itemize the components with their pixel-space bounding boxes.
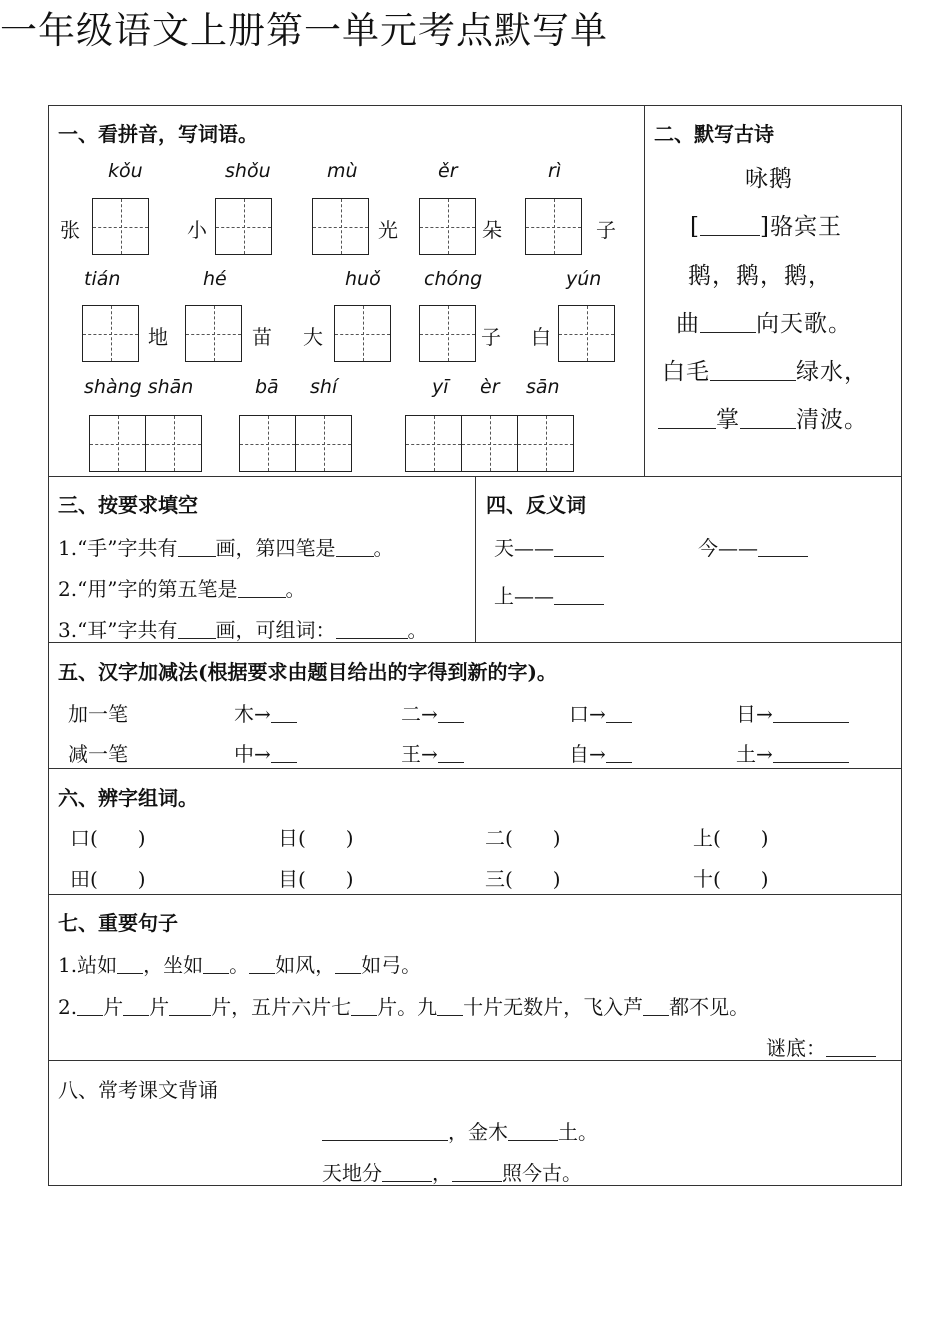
writing-grid-cell[interactable] <box>82 305 139 362</box>
pinyin: kǒu <box>108 160 143 182</box>
sentence-line <box>58 991 749 1020</box>
recite-text: ，金木 <box>448 1120 508 1144</box>
poem-text: 掌 <box>716 407 740 433</box>
poem-author-line <box>690 208 842 241</box>
answer-blank[interactable] <box>438 744 464 763</box>
transform-text: 土→ <box>736 742 773 766</box>
char-transform <box>736 698 849 727</box>
answer-blank[interactable] <box>77 997 103 1016</box>
sentence-text: 1.站如 <box>58 953 118 977</box>
answer-blank[interactable] <box>117 955 143 974</box>
answer-blank[interactable] <box>826 1038 876 1057</box>
poem-text: 白毛 <box>662 359 710 385</box>
word-pair-item <box>70 822 146 851</box>
antonym-word: 天—— <box>494 536 554 560</box>
section-1-heading: 一、看拼音，写词语。 <box>58 122 258 146</box>
answer-blank[interactable] <box>382 1163 432 1182</box>
pair-char: 二 <box>485 826 505 850</box>
recite-text: 照今古。 <box>502 1161 582 1185</box>
answer-blank[interactable] <box>773 704 849 723</box>
pair-char: 十 <box>693 867 713 891</box>
word-pair-item <box>70 863 146 892</box>
poem-text: 绿水， <box>796 359 868 385</box>
sub-stroke-label: 减一笔 <box>68 742 128 766</box>
answer-blank[interactable] <box>238 579 286 598</box>
transform-text: 王→ <box>401 742 438 766</box>
fill-question <box>58 532 394 561</box>
answer-blank[interactable] <box>773 744 849 763</box>
pinyin: rì <box>548 160 562 182</box>
answer-blank[interactable] <box>249 955 275 974</box>
char-label: 子 <box>481 325 501 349</box>
word-pair-item <box>693 822 769 851</box>
writing-grid-cell[interactable] <box>334 305 391 362</box>
poem-blank[interactable] <box>740 410 796 429</box>
pinyin: ěr <box>438 160 458 182</box>
char-label: 大 <box>303 325 323 349</box>
answer-paren[interactable]: ( ) <box>298 867 354 891</box>
pinyin: shí <box>310 376 338 398</box>
poem-line: 鹅，鹅，鹅， <box>688 263 832 289</box>
sentence-text: ，坐如 <box>143 953 204 977</box>
poem-line <box>662 353 868 386</box>
writing-grid-cell[interactable] <box>525 198 582 255</box>
pinyin: huǒ <box>345 268 381 290</box>
recite-line <box>322 1116 598 1145</box>
sentence-line <box>58 949 421 978</box>
char-transform <box>736 738 849 767</box>
char-transform <box>401 698 464 727</box>
pinyin: shǒu <box>225 160 271 182</box>
sentence-text: 2. <box>58 995 78 1019</box>
answer-blank[interactable] <box>178 620 216 639</box>
pinyin: bā <box>255 376 279 398</box>
answer-blank[interactable] <box>169 997 211 1016</box>
question-text: 。 <box>373 536 394 560</box>
word-pair-item <box>693 863 769 892</box>
char-label: 光 <box>378 218 398 242</box>
question-text: 画，第四笔是 <box>215 536 336 560</box>
writing-grid-cell[interactable] <box>92 198 149 255</box>
pair-char: 日 <box>278 826 298 850</box>
answer-blank[interactable] <box>271 704 297 723</box>
char-transform <box>234 698 297 727</box>
writing-grid-cell[interactable] <box>517 415 574 472</box>
section-8-heading: 八、常考课文背诵 <box>58 1078 218 1102</box>
word-pair-item <box>278 822 354 851</box>
poem-blank[interactable] <box>700 314 756 333</box>
recite-text: 土。 <box>558 1120 598 1144</box>
answer-blank[interactable] <box>336 538 374 557</box>
pinyin: hé <box>203 268 227 290</box>
pinyin: èr <box>480 376 500 398</box>
bracket: [ <box>690 214 700 240</box>
poem-line <box>658 401 868 434</box>
answer-blank[interactable] <box>643 997 669 1016</box>
transform-text: 日→ <box>736 702 773 726</box>
answer-paren[interactable]: ( ) <box>505 867 561 891</box>
answer-paren[interactable]: ( ) <box>90 826 146 850</box>
char-label: 地 <box>148 325 168 349</box>
question-text: 。 <box>285 577 306 601</box>
question-text: 1.“手”字共有 <box>58 536 178 560</box>
answer-blank[interactable] <box>271 744 297 763</box>
answer-blank[interactable] <box>178 538 216 557</box>
pinyin: chóng <box>424 268 483 290</box>
fill-question <box>58 614 428 643</box>
author-blank[interactable] <box>700 217 760 236</box>
pair-char: 田 <box>70 867 90 891</box>
divider <box>475 476 476 643</box>
answer-paren[interactable]: ( ) <box>713 826 769 850</box>
section-5-heading: 五、汉字加减法(根据要求由题目给出的字得到新的字)。 <box>58 660 557 684</box>
char-transform <box>569 698 632 727</box>
answer-blank[interactable] <box>203 955 229 974</box>
char-transform <box>401 738 464 767</box>
section-7-heading: 七、重要句子 <box>58 911 178 935</box>
writing-grid-cell[interactable] <box>558 305 615 362</box>
divider <box>644 105 645 477</box>
antonym-word: 上—— <box>494 584 554 608</box>
answer-blank[interactable] <box>554 538 604 557</box>
poem-text: 清波。 <box>796 407 868 433</box>
antonym-item <box>494 532 604 561</box>
char-label: 苗 <box>252 325 272 349</box>
word-pair-item <box>278 863 354 892</box>
riddle-label: 谜底： <box>766 1036 826 1060</box>
sentence-text: 片。九 <box>377 995 438 1019</box>
sentence-text: 都不见。 <box>669 995 750 1019</box>
answer-blank[interactable] <box>554 586 604 605</box>
writing-grid-cell[interactable] <box>405 415 462 472</box>
char-label: 子 <box>596 218 616 242</box>
writing-grid-cell[interactable] <box>239 415 296 472</box>
section-3-heading: 三、按要求填空 <box>58 493 198 517</box>
question-text: 画，可组词： <box>215 618 336 642</box>
answer-blank[interactable] <box>438 704 464 723</box>
pair-char: 口 <box>70 826 90 850</box>
answer-paren[interactable]: ( ) <box>90 867 146 891</box>
answer-blank[interactable] <box>322 1122 448 1141</box>
sentence-text: 片 <box>103 995 124 1019</box>
pinyin: tián <box>84 268 121 290</box>
answer-blank[interactable] <box>452 1163 502 1182</box>
answer-paren[interactable]: ( ) <box>505 826 561 850</box>
answer-paren[interactable]: ( ) <box>298 826 354 850</box>
poem-title: 咏鹅 <box>745 166 793 192</box>
pinyin: sān <box>526 376 560 398</box>
transform-text: 二→ <box>401 702 438 726</box>
pinyin: yī <box>432 376 449 398</box>
recite-line <box>322 1157 582 1186</box>
transform-text: 自→ <box>569 742 606 766</box>
sentence-text: 。 <box>229 953 250 977</box>
pinyin: shàng shān <box>84 376 194 398</box>
poem-text: 向天歌。 <box>756 311 852 337</box>
char-label: 白 <box>531 325 551 349</box>
pair-char: 上 <box>693 826 713 850</box>
question-text: 3.“耳”字共有 <box>58 618 178 642</box>
char-transform <box>569 738 632 767</box>
writing-grid-cell[interactable] <box>419 305 476 362</box>
sentence-text: 如风， <box>275 953 336 977</box>
char-transform <box>234 738 297 767</box>
page-title: 一年级语文上册第一单元考点默写单 <box>0 9 608 52</box>
pinyin: yún <box>566 268 602 290</box>
poem-line <box>676 305 852 338</box>
author: ]骆宾王 <box>759 214 842 240</box>
pinyin: mù <box>327 160 358 182</box>
sentence-text: 如弓。 <box>361 953 422 977</box>
answer-blank[interactable] <box>508 1122 558 1141</box>
answer-blank[interactable] <box>606 744 632 763</box>
sentence-text: 片，五片六片七 <box>211 995 352 1019</box>
pair-char: 三 <box>485 867 505 891</box>
divider <box>48 894 902 895</box>
section-6-heading: 六、辨字组词。 <box>58 786 198 810</box>
section-2-heading: 二、默写古诗 <box>654 122 774 146</box>
antonym-word: 今—— <box>698 536 758 560</box>
recite-text: 天地分 <box>322 1161 382 1185</box>
writing-grid-cell[interactable] <box>215 198 272 255</box>
writing-grid-cell[interactable] <box>145 415 202 472</box>
word-pair-item <box>485 822 561 851</box>
answer-blank[interactable] <box>123 997 149 1016</box>
sentence-text: 十片无数片，飞入芦 <box>463 995 644 1019</box>
char-label: 张 <box>60 218 80 242</box>
answer-blank[interactable] <box>335 955 361 974</box>
writing-grid-cell[interactable] <box>419 198 476 255</box>
char-label: 朵 <box>482 218 502 242</box>
answer-blank[interactable] <box>437 997 463 1016</box>
question-text: 2.“用”字的第五笔是 <box>58 577 238 601</box>
poem-blank[interactable] <box>658 410 716 429</box>
writing-grid-cell[interactable] <box>461 415 518 472</box>
writing-grid-cell[interactable] <box>185 305 242 362</box>
riddle-answer <box>766 1032 876 1061</box>
question-text: 。 <box>407 618 428 642</box>
answer-blank[interactable] <box>336 620 408 639</box>
antonym-item <box>494 580 604 609</box>
answer-blank[interactable] <box>351 997 377 1016</box>
writing-grid-cell[interactable] <box>312 198 369 255</box>
add-stroke-label: 加一笔 <box>68 702 128 726</box>
antonym-item <box>698 532 808 561</box>
transform-text: 口→ <box>569 702 606 726</box>
fill-question <box>58 573 306 602</box>
pair-char: 目 <box>278 867 298 891</box>
answer-blank[interactable] <box>758 538 808 557</box>
sentence-text: 片 <box>149 995 170 1019</box>
recite-text: ， <box>432 1161 452 1185</box>
word-pair-item <box>485 863 561 892</box>
writing-grid-cell[interactable] <box>295 415 352 472</box>
section-4-heading: 四、反义词 <box>486 493 586 517</box>
transform-text: 中→ <box>234 742 271 766</box>
answer-paren[interactable]: ( ) <box>713 867 769 891</box>
transform-text: 木→ <box>234 702 271 726</box>
writing-grid-cell[interactable] <box>89 415 146 472</box>
divider <box>48 768 902 769</box>
poem-blank[interactable] <box>710 362 796 381</box>
answer-blank[interactable] <box>606 704 632 723</box>
poem-text: 曲 <box>676 311 700 337</box>
char-label: 小 <box>187 218 207 242</box>
